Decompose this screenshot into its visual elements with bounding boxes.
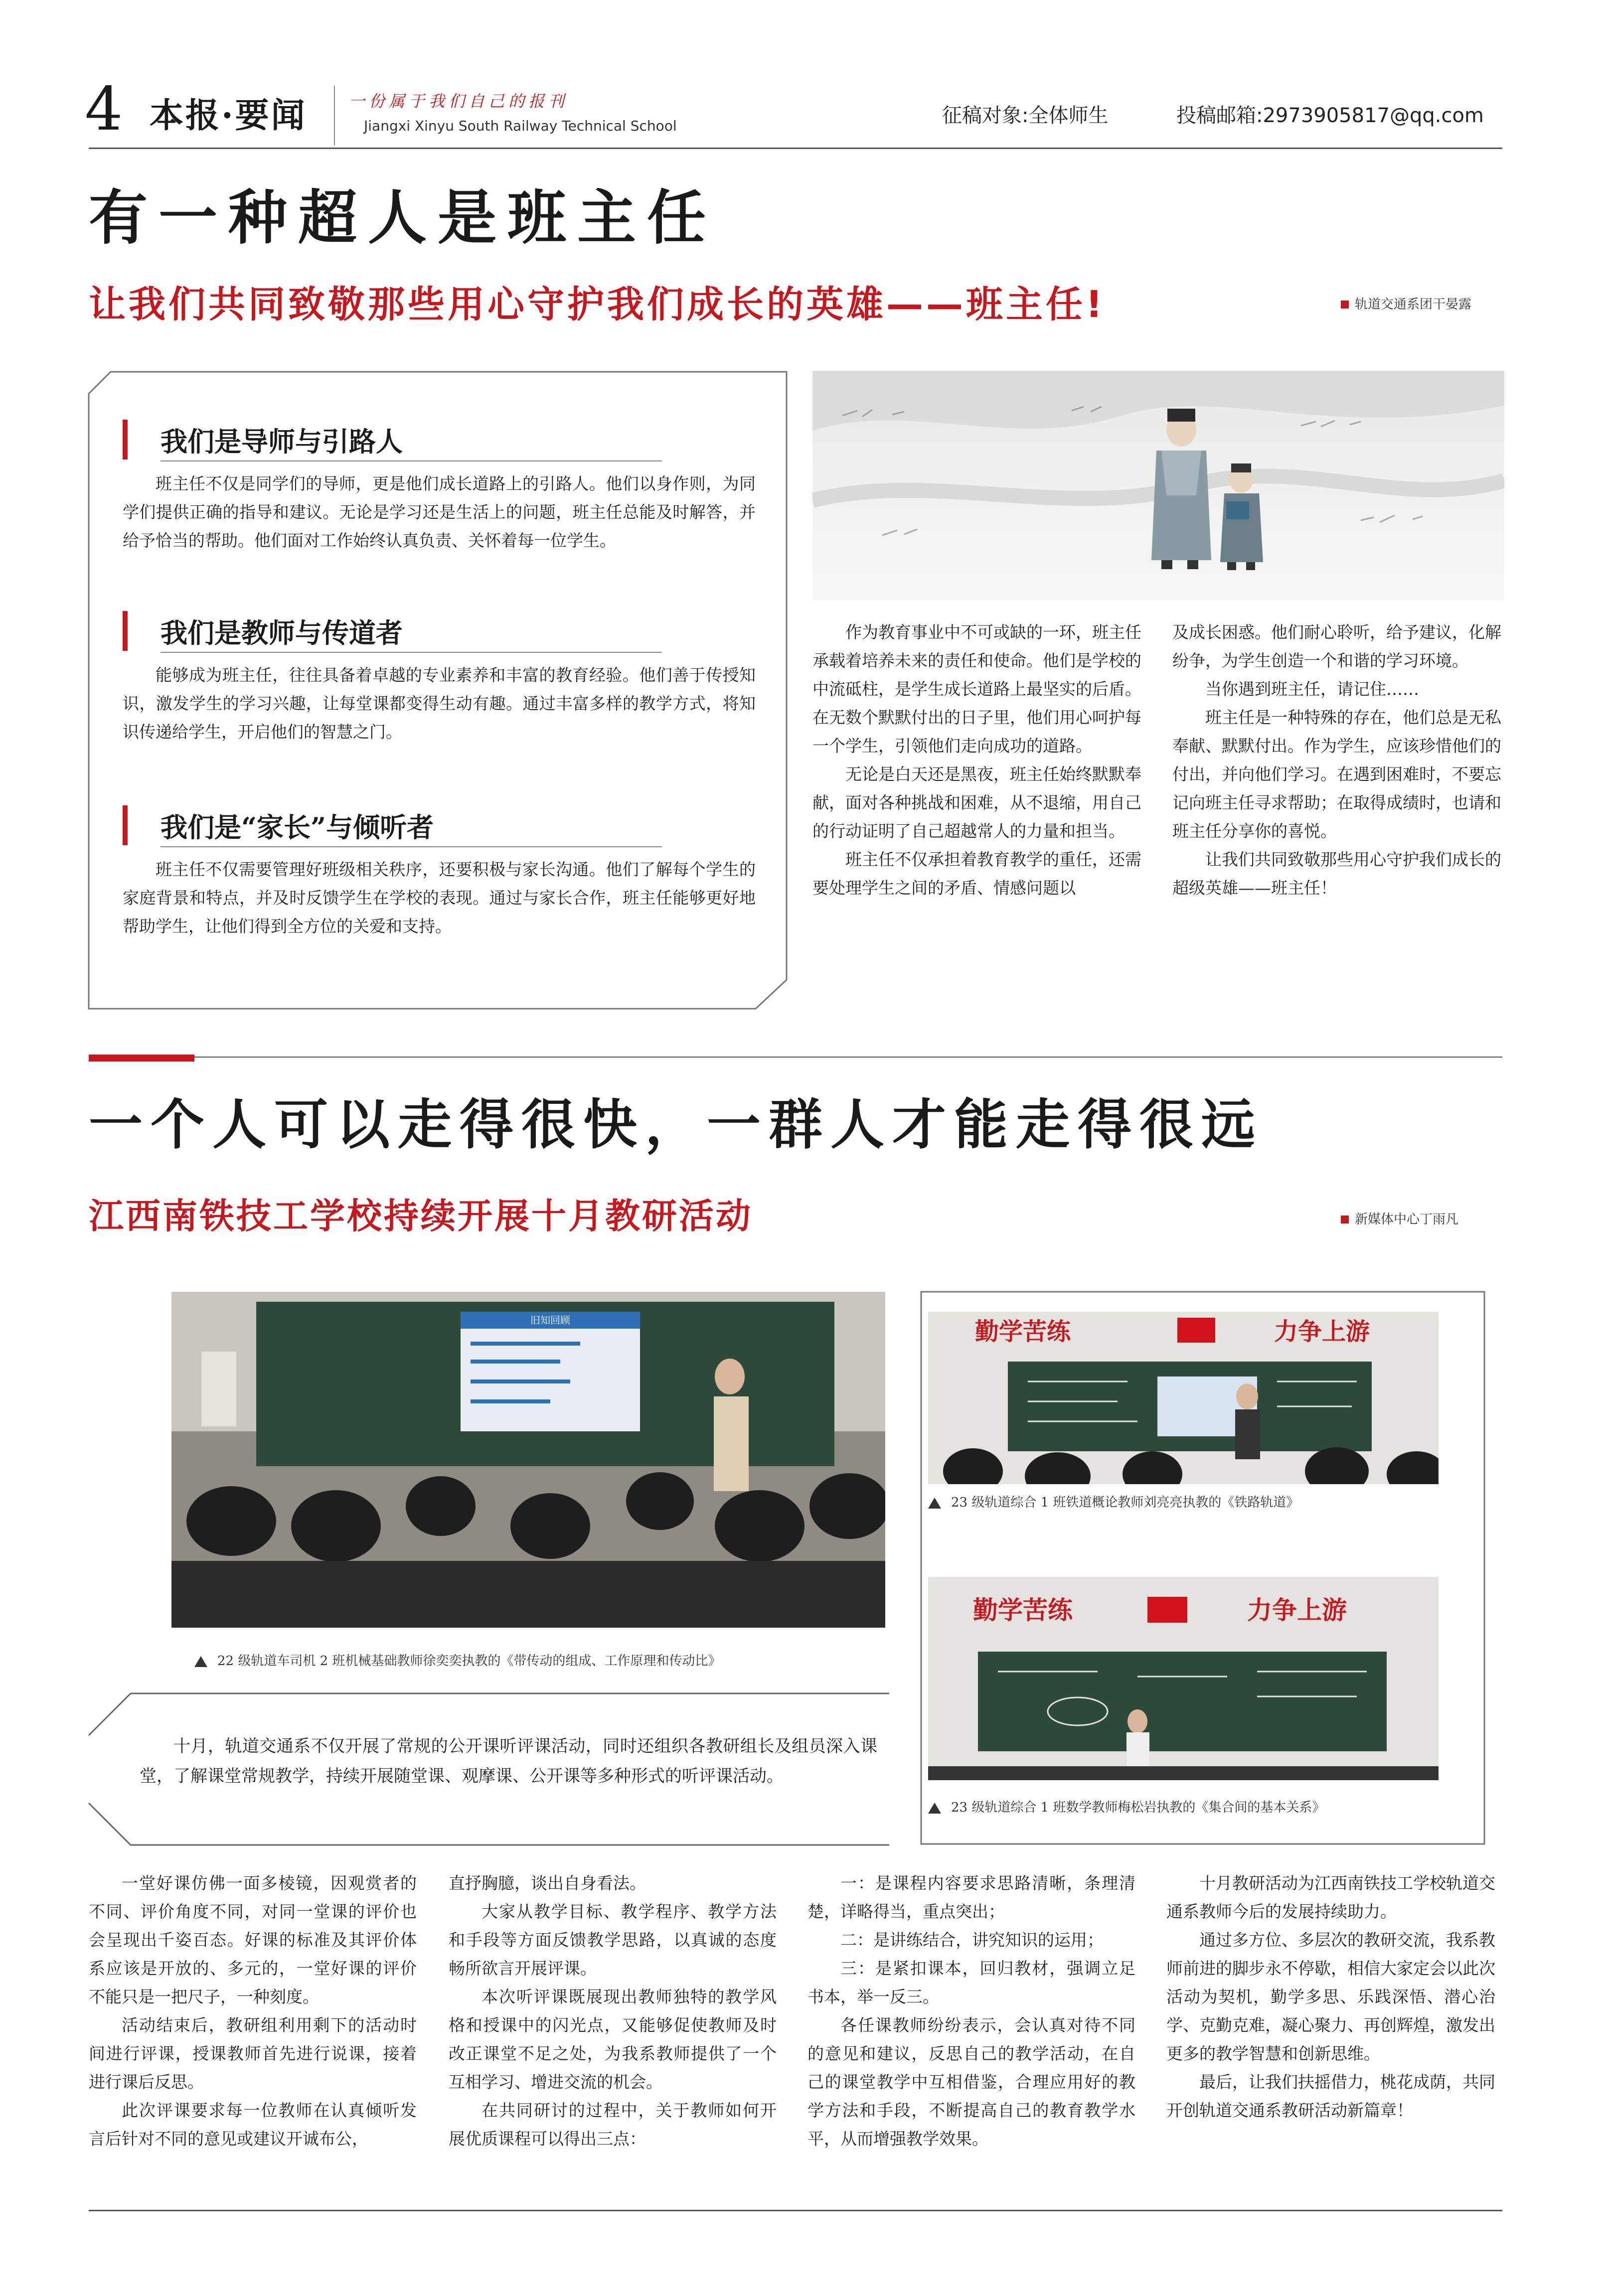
page-number: 4 <box>85 75 123 144</box>
byline-marker-icon <box>1341 1216 1349 1224</box>
article2-column-1 <box>89 1869 417 2153</box>
article2-subtitle: 江西南铁技工学校持续开展十月教研活动 <box>89 1196 753 1236</box>
article2-byline: 新媒体中心丁雨凡 <box>1341 1209 1458 1227</box>
submission-email: 投稿邮箱:2973905817@qq.com <box>1176 104 1484 127</box>
footer-rule <box>89 2210 1502 2211</box>
paragraph: 当你遇到班主任，请记住…… <box>1205 679 1419 699</box>
caption-triangle-icon <box>928 1498 941 1509</box>
paragraph: 十月教研活动为江西南铁技工学校轨道交通系教师今后的发展持续助力。 <box>1166 1873 1495 1921</box>
paragraph: 在共同研讨的过程中，关于教师如何开展优质课程可以得出三点： <box>449 2101 777 2148</box>
math-lesson-caption: 23 级轨道综合 1 班数学教师梅松岩执教的《集合间的基本关系》 <box>928 1797 1476 1816</box>
math-lesson-photo <box>928 1577 1439 1780</box>
paragraph: 作为教育事业中不可或缺的一环，班主任承载着培养未来的责任和使命。他们是学校的中流砥柱，是学生成长道路上最坚实的后盾。在无数个默默付出的日子里，他们用心呵护每一个学生，引领他们走向成功的道路。 <box>812 622 1141 756</box>
section-rule <box>161 846 662 847</box>
section-heading: 我们是“家长”与倾听者 <box>161 811 434 843</box>
section-rule <box>161 460 662 461</box>
paragraph: 此次评课要求每一位教师在认真倾听发言后针对不同的意见或建议开诚布公， <box>89 2101 417 2148</box>
article1-title: 有一种超人是班主任 <box>89 183 717 252</box>
paragraph: 最后，让我们扶摇借力，桃花成荫，共同开创轨道交通系教研活动新篇章！ <box>1166 2072 1495 2120</box>
paragraph: 让我们共同致敬那些用心守护我们成长的超级英雄——班主任！ <box>1172 850 1501 898</box>
section-rule <box>161 652 662 653</box>
article1-subtitle: 让我们共同致敬那些用心守护我们成长的英雄——班主任! <box>89 283 1106 326</box>
article1-byline: 轨道交通系团干晏露 <box>1341 294 1471 312</box>
paragraph: 通过多方位、多层次的教研交流，我系教师前进的脚步永不停歇，相信大家定会以此次活动为契机，勤学多思、乐践深悟、潜心治学、克勤克难，凝心聚力、再创辉煌，激发出更多的教学智慧和创新思维。 <box>1166 1930 1495 2063</box>
slide-title: 旧知回顾 <box>530 1314 570 1326</box>
banner-right-text: 力争上游 <box>1274 1318 1370 1346</box>
banner-left-text: 勤学苦练 <box>973 1595 1073 1625</box>
section-divider <box>194 1057 1502 1058</box>
article2-title: 一个人可以走得很快，一群人才能走得很远 <box>89 1094 1264 1156</box>
railway-lesson-photo <box>928 1312 1439 1484</box>
section-divider-accent <box>89 1055 194 1062</box>
article1-column-2 <box>1172 618 1501 902</box>
main-photo-caption: 22 级轨道车司机 2 班机械基础教师徐奕奕执教的《带传动的组成、工作原理和传动比》 <box>194 1651 882 1669</box>
section-bar <box>123 420 128 459</box>
section-body: 班主任不仅需要管理好班级相关秩序，还要积极与家长沟通。他们了解每个学生的家庭背景和特点，并及时反馈学生在学校的表现。通过与家长合作，班主任能够更好地帮助学生，让他们得到全方位的关爱和支持。 <box>123 860 756 936</box>
railway-lesson-caption: 23 级轨道综合 1 班铁道概论教师刘亮亮执教的《铁路轨道》 <box>928 1492 1476 1511</box>
banner-right-text: 力争上游 <box>1247 1595 1347 1625</box>
lead-paragraph: 十月，轨道交通系不仅开展了常规的公开课听评课活动，同时还组织各教研组长及组员深入课堂，了解课堂常规教学，持续开展随堂课、观摩课、公开课等多种形式的听评课活动。 <box>140 1736 877 1786</box>
section-body: 班主任不仅是同学们的导师，更是他们成长道路上的引路人。他们以身作则，为同学们提供正确的指导和建议。无论是学习还是生活上的问题，班主任总能及时解答，并给予恰当的帮助。他们面对工作始终认真负责、关怀着每一位学生。 <box>123 474 756 550</box>
main-classroom-photo <box>171 1292 885 1628</box>
paragraph: 班主任不仅承担着教育教学的重任，还需要处理学生之间的矛盾、情感问题以 <box>812 850 1141 898</box>
paragraph: 各任课教师纷纷表示，会认真对待不同的意见和建议，反思自己的教学活动，在自己的课堂教学中互相借鉴，合理应用好的教学方法和手段，不断提高自己的教育教学水平，从而增强教学效果。 <box>807 2015 1135 2148</box>
section-bar <box>123 611 128 651</box>
section-name: 本报·要闻 <box>150 96 307 136</box>
paragraph: 无论是白天还是黑夜，班主任始终默默奉献，面对各种挑战和困难，从不退缩，用自己的行动证明了自己超越常人的力量和担当。 <box>812 765 1141 841</box>
paragraph: 二：是讲练结合，讲究知识的运用； <box>840 1930 1104 1950</box>
paragraph: 活动结束后，教研组利用剩下的活动时间进行评课，授课教师首先进行说课，接着进行课后反思。 <box>89 2015 417 2092</box>
paragraph: 本次听评课既展现出教师独特的教学风格和授课中的闪光点，又能够促使教师及时改正课堂不足之处，为我系教师提供了一个互相学习、增进交流的机会。 <box>449 1987 777 2092</box>
article2-column-4 <box>1166 1869 1495 2125</box>
section-bar <box>123 805 128 845</box>
paragraph: 大家从教学目标、教学程序、教学方法和手段等方面反馈教学思路，以真诚的态度畅所欲言开展评课。 <box>449 1902 777 1978</box>
header-divider <box>334 86 335 146</box>
header-rule <box>89 148 1502 149</box>
paragraph: 班主任是一种特殊的存在，他们总是无私奉献、默默付出。作为学生，应该珍惜他们的付出，并向他们学习。在遇到困难时，不要忘记向班主任寻求帮助；在取得成绩时，也请和班主任分享你的喜悦。 <box>1172 708 1501 841</box>
byline-marker-icon <box>1341 301 1349 308</box>
header-school-en: Jiangxi Xinyu South Railway Technical School <box>364 118 677 134</box>
article2-column-3 <box>807 1869 1135 2153</box>
paragraph: 及成长困惑。他们耐心聆听，给予建议，化解纷争，为学生创造一个和谐的学习环境。 <box>1172 622 1501 670</box>
paragraph: 直抒胸臆，谈出自身看法。 <box>449 1873 646 1893</box>
caption-triangle-icon <box>194 1656 207 1667</box>
section-heading: 我们是教师与传道者 <box>161 617 403 649</box>
paragraph: 三：是紧扣课本，回归教材，强调立足书本，举一反三。 <box>807 1959 1135 2006</box>
caption-triangle-icon <box>928 1803 941 1814</box>
article2-column-2 <box>449 1869 777 2153</box>
section-body: 能够成为班主任，往往具备着卓越的专业素养和丰富的教育经验。他们善于传授知识，激发学生的学习兴趣，让每堂课都变得生动有趣。通过丰富多样的教学方式，将知识传递给学生，开启他们的智慧之门。 <box>123 665 756 742</box>
call-for-papers: 征稿对象:全体师生 <box>942 104 1109 127</box>
paragraph: 一堂好课仿佛一面多棱镜，因观赏者的不同、评价角度不同，对同一堂课的评价也会呈现出千姿百态。好课的标准及其评价体系应该是开放的、多元的，一堂好课的评价不能只是一把尺子，一种刻度。 <box>89 1873 417 2006</box>
paragraph: 一：是课程内容要求思路清晰，条理清楚，详略得当，重点突出； <box>807 1873 1135 1921</box>
banner-left-text: 勤学苦练 <box>974 1318 1071 1346</box>
teacher-student-illustration <box>812 371 1504 600</box>
header-slogan: 一份属于我们自己的报刊 <box>349 92 569 111</box>
article1-column-1 <box>812 618 1141 902</box>
section-heading: 我们是导师与引路人 <box>161 426 403 458</box>
